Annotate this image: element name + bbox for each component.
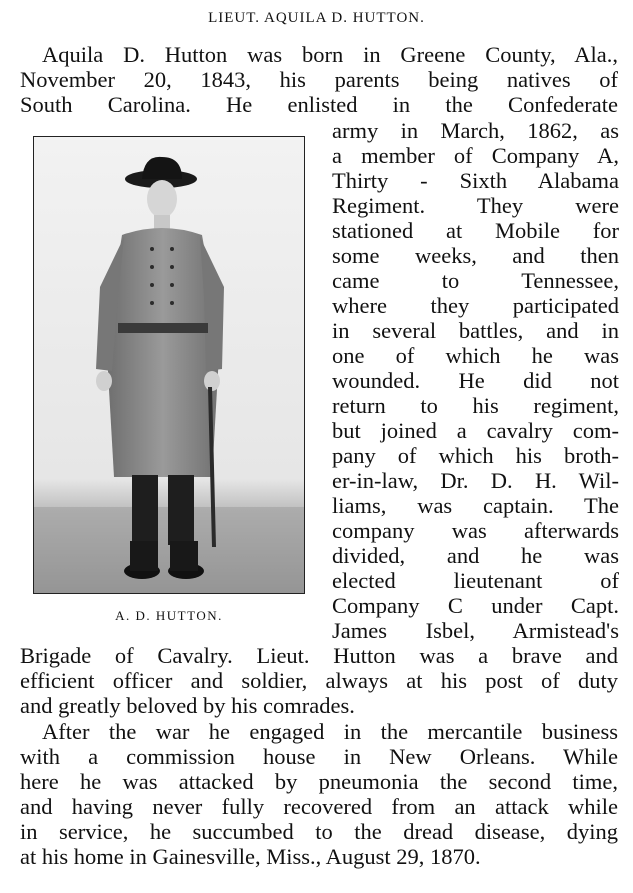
text-line-10: came to Tennessee,	[332, 268, 619, 293]
text-line-15: return to his regiment,	[332, 393, 619, 418]
text-line-32: in service, he succumbed to the dread disease, dying	[20, 819, 618, 844]
text-line-17: pany of which his broth-	[332, 443, 619, 468]
text-line-5: a member of Company A,	[332, 143, 619, 168]
page-heading: LIEUT. AQUILA D. HUTTON.	[208, 10, 425, 26]
text-line-7: Regiment. They were	[332, 193, 619, 218]
text-line-6: Thirty - Sixth Alabama	[332, 168, 619, 193]
text-line-23: Company C under Capt.	[332, 593, 619, 618]
portrait-photo	[33, 136, 305, 594]
text-line-16: but joined a cavalry com-	[332, 418, 619, 443]
text-line-2: November 20, 1843, his parents being natives of	[20, 67, 618, 92]
text-line-30: here he was attacked by pneumonia the second time,	[20, 769, 618, 794]
text-line-27: and greatly beloved by his comrades.	[20, 693, 355, 718]
text-line-1: Aquila D. Hutton was born in Greene County, Ala.,	[42, 42, 618, 67]
text-line-20: company was afterwards	[332, 518, 619, 543]
text-line-28: After the war he engaged in the mercantile business	[42, 719, 618, 744]
text-line-33: at his home in Gainesville, Miss., August 29, 1870.	[20, 844, 481, 869]
text-line-14: wounded. He did not	[332, 368, 619, 393]
text-line-24: James Isbel, Armistead's	[332, 618, 619, 643]
text-line-13: one of which he was	[332, 343, 619, 368]
text-line-9: some weeks, and then	[332, 243, 619, 268]
text-line-4: army in March, 1862, as	[332, 118, 619, 143]
text-line-8: stationed at Mobile for	[332, 218, 619, 243]
text-line-29: with a commission house in New Orleans. While	[20, 744, 618, 769]
text-line-3: South Carolina. He enlisted in the Confederate	[20, 92, 618, 117]
text-line-19: liams, was captain. The	[332, 493, 619, 518]
text-line-25: Brigade of Cavalry. Lieut. Hutton was a brave and	[20, 643, 618, 668]
text-line-26: efficient officer and soldier, always at his post of duty	[20, 668, 618, 693]
text-line-12: in several battles, and in	[332, 318, 619, 343]
photo-caption: A. D. HUTTON.	[115, 608, 223, 623]
text-line-31: and having never fully recovered from an attack while	[20, 794, 618, 819]
text-line-22: elected lieutenant of	[332, 568, 619, 593]
text-line-11: where they participated	[332, 293, 619, 318]
text-line-18: er-in-law, Dr. D. H. Wil-	[332, 468, 619, 493]
text-line-21: divided, and he was	[332, 543, 619, 568]
